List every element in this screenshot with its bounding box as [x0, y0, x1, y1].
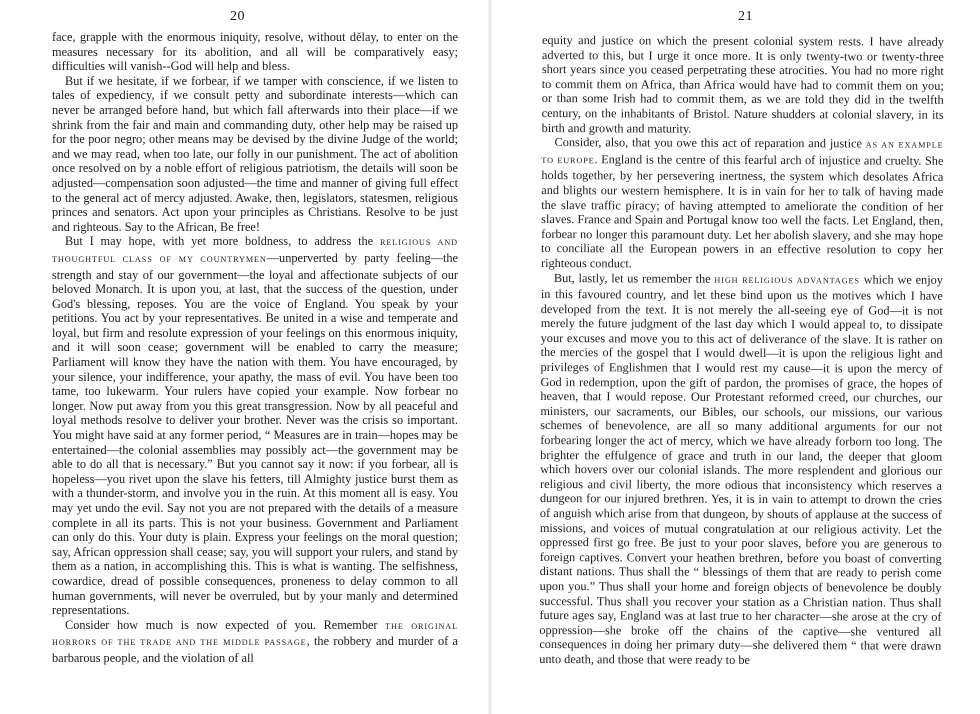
paragraph: [542, 33, 944, 137]
small-caps-phrase: RELIGIOUS AND THOUGHTFUL CLASS OF MY COUNTRYMEN: [52, 238, 458, 264]
text-run: , the robbery and murder of a barbarous people, and the violation of all: [52, 634, 459, 665]
text-run: Consider how much is now expected of you. Remember: [65, 617, 386, 632]
text-run: . England is the centre of this fearful arch of injustice and cruelty. She holds together, by her persevering inertness, the system which desolates Africa and blights our western hemisphere. It is in vain for her to talk of having made the slave traffic piracy; of having attempted to ameliorate the condition of her slaves. France and Spain and Portugal know too well the facts. Let England, then, forbear no longer this paramount duty. Let her abolish slavery, and she may hope to conciliate all the European powers in an effective resolution to copy her righteous conduct.: [540, 151, 944, 271]
page-number: 21: [738, 9, 753, 24]
paragraph: [52, 618, 458, 666]
paragraph: [52, 30, 458, 74]
text-run: But, lastly, let us remember the: [553, 270, 715, 286]
text-run: which we enjoy in this favoured country, and let these bind upon us the motives which I have developed from the text. It is not merely the all-seeing eye of God—it is not merely the future judgment of the last day which I would appeal to, to dissipate your excuses and move you to this act of deliverance of the slave. It is rather on the mercies of the gospel that I would dwell—it is upon the religious light and privileges of Englishmen that I would rest my cause—it is upon the mercy of God in redemption, upon the gift of pardon, the promises of grace, the hopes of heaven, that I would repose. Our Protestant reformed creed, our churches, our ministers, our sacraments, our Bibles, our schools, our missions, our various schemes of benevolence, are all so many additional arguments for our not forbearing longer the act of mercy, which we have already forborn too long. The brighter the effulgence of grace and truth in our land, the deeper that gloom which hovers over our colonial islands. The more resplendent and glorious our religious and civil liberty, the more odious that inconsistency which reserves a dungeon for our injured brethren. Yes, it is in vain to attempt to drown the cries of anguish which arise from that dungeon, by shouts of applause at the success of missions, and voices of mutual congratulation at our religious activity. Let the oppressed first go free. Be just to your poor slaves, before you are generous to foreign captives. Convert your heathen brethren, before you boast of converting distant nations. Thus shall the “ blessings of them that are ready to perish come upon you.” Thus shall your home and foreign objects of benevolence be doubly successful. Thus shall you recover your station as a Christian nation. Thus shall future ages say, England was at last true to her character—she arose at the cry of oppression—she broke off the chains of the captive—she ventured all consequences in doing her primary duty—she delivered them “ that were drawn unto death, and those that were ready to be: [539, 271, 943, 667]
small-caps-phrase: HIGH RELIGIOUS ADVANTAGES: [714, 275, 860, 285]
page-number: 20: [230, 9, 245, 24]
text-run: Consider, also, that you owe this act of reparation and justice: [554, 135, 866, 151]
text-run: But I may hope, with yet more boldness, to address the: [65, 234, 380, 249]
page-body-text: [539, 33, 944, 668]
right-page: [490, 0, 980, 714]
text-run: face, grapple with the enormous iniquity, resolve, without dělay, to enter on the measures necessary for its abolition, and all will be comparatively easy; difficulties will vanish--God will help and bless.: [52, 30, 458, 74]
paragraph: [52, 234, 458, 617]
page-body-text: [52, 30, 458, 666]
paragraph: [541, 135, 944, 272]
small-caps-phrase: AS AN EXAMPLE TO EUROPE: [541, 140, 944, 165]
text-run: equity and justice on which the present colonial system rests. I have already adverted to this, but I urge it once more. It is only twenty-two or twenty-three short years since you ceased perpetrating these atrocities. You had no more right to commit them on Africa, than Africa would have had to commit them on you; or than some Irish had to commit them, as we are told they did in the twelfth century, on the inhabitants of Bristol. Nature shudders at colonial slavery, in its birth and growth and maturity.: [541, 33, 944, 136]
paragraph: [52, 74, 458, 235]
small-caps-phrase: THE ORIGINAL HORRORS OF THE TRADE AND THE MIDDLE PASSAGE: [52, 621, 458, 648]
text-run: —unperverted by party feeling—the strength and stay of our government—the loyal and affectionate subjects of our beloved Monarch. It is upon you, at last, that the success of the question, under God's blessing, reposes. You are the voice of England. You speak by your petitions. You act by your representatives. Be united in a wise and temperate and loyal, but firm and resolute expression of your feelings on this enormous iniquity, and it will soon cease; government will be enabled to carry the measure; Parliament will know they have the nation with them. You have encouraged, by your silence, your indifference, your apathy, the mass of evil. You have been too tame, too lukewarm. Your rulers have copied your example. Now forbear no longer. Now put away from you this great transgression. Now by all peaceful and loyal methods resolve to deliver your brother. Never was the crisis so important. You might have said at any former period, “ Measures are in train—hopes may be entertained—the colonial assemblies may possibly act—the government may be able to do all that is necessary.” But you cannot say it now: if you forbear, all is hopeless—you rivet upon the slave his fetters, till Almighty justice burst them as with a thunder-storm, and involve you in the ruin. At this moment all is easy. You may yet undo the evil. Say not you are not prepared with the details of a measure complete in all its parts. This is not your business. Government and Parliament can only do this. Your duty is plain. Express your feelings on the moral question; say, African oppression shall cease; say, you will support your rulers, and stand by them as a nation, in accomplishing this. This is what is wanting. The selfishness, cowardice, dread of possible consequences, proneness to delay common to all human governments, will never be overruled, but by your manly and determined representations.: [52, 250, 458, 618]
paragraph: [539, 270, 943, 668]
text-run: But if we hesitate, if we forbear, if we tamper with conscience, if we listen to tales of expediency, if we consult petty and subordinate interests—which can never be arranged before hand, but which fall afterwards into their place—if we shrink from the fair and main and commanding duty, other help may be raised up for the poor negro; other means may be devised by the divine Judge of the world; and we may read, when too late, our folly in our punishment. The act of abolition once resolved on by a noble effort of religious patriotism, the details will soon be adjusted—compensation soon adjusted—the time and manner of giving full effect to the general act of mercy adjusted. Awake, then, legislators, statesmen, religious princes and senators. Act upon your principles as Christians. Resolve to be just and righteous. Say to the African, Be free!: [52, 73, 458, 234]
